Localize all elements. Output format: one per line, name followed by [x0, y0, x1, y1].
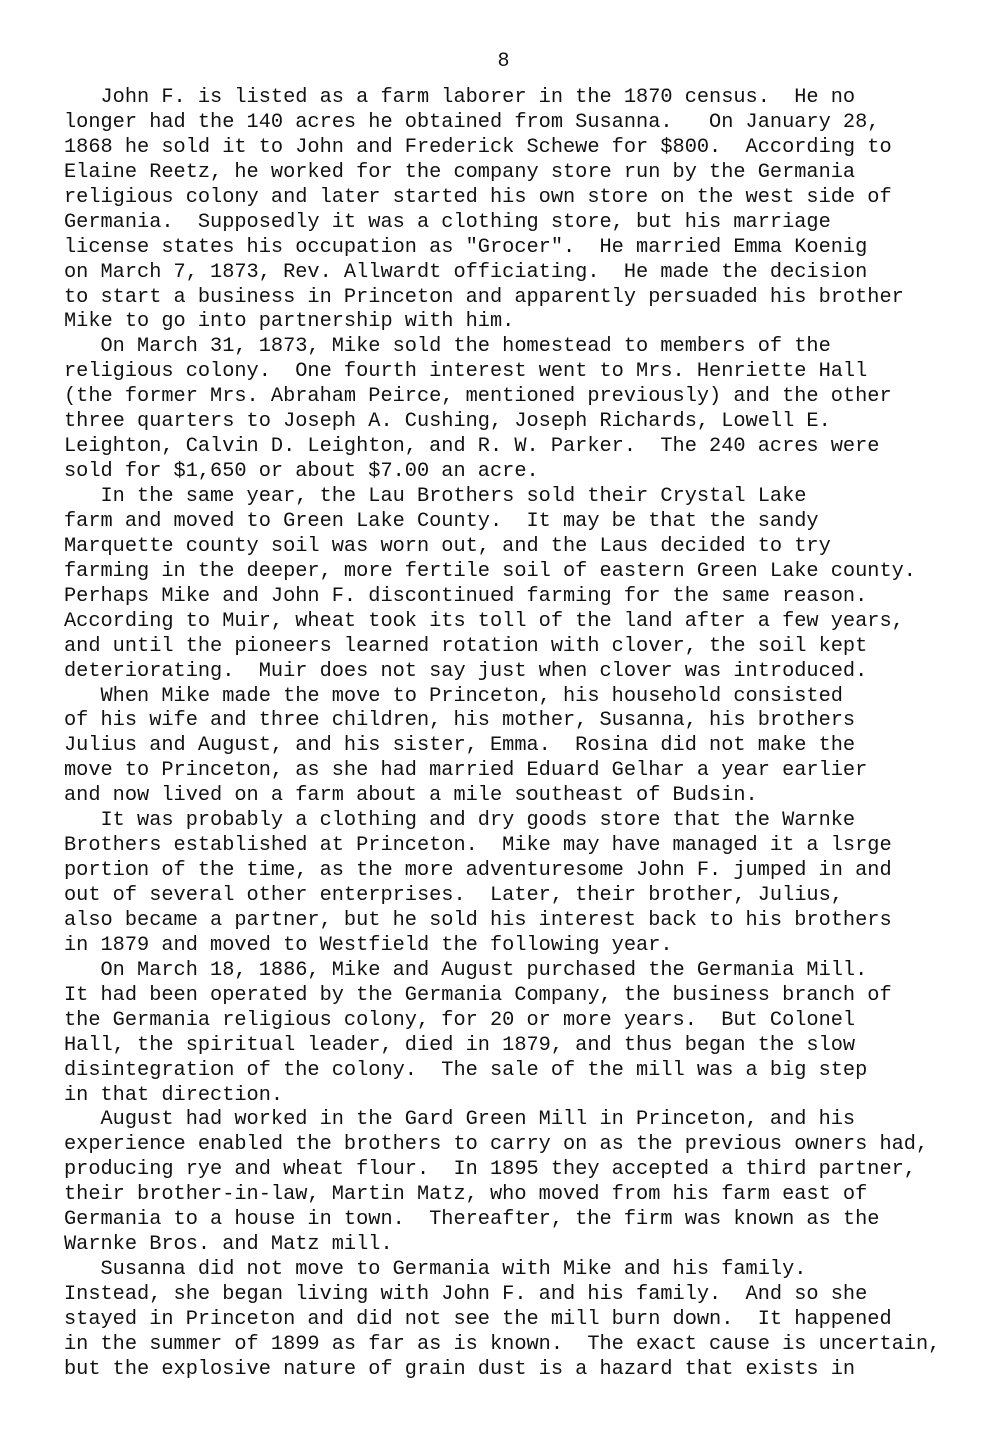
- text-line: Germania to a house in town. Thereafter, the firm was known as the: [64, 1208, 880, 1232]
- text-line: in 1879 and moved to Westfield the following year.: [64, 933, 673, 957]
- text-line: and until the pioneers learned rotation with clover, the soil kept: [64, 634, 868, 658]
- text-line: experience enabled the brothers to carry on as the previous owners had,: [64, 1133, 929, 1157]
- text-line: farming in the deeper, more fertile soil of eastern Green Lake county.: [64, 559, 916, 583]
- text-line: Julius and August, and his sister, Emma. Rosina did not make the: [64, 734, 856, 758]
- text-line: sold for $1,650 or about $7.00 an acre.: [64, 460, 539, 484]
- text-line: Perhaps Mike and John F. discontinued farming for the same reason.: [64, 584, 868, 608]
- text-line: Instead, she began living with John F. and his family. And so she: [64, 1283, 868, 1306]
- text-line: their brother-in-law, Martin Matz, who moved from his farm east of: [64, 1183, 868, 1207]
- text-line: Elaine Reetz, he worked for the company store run by the Germania: [64, 160, 856, 184]
- text-line: to start a business in Princeton and apparently persuaded his brother: [64, 285, 904, 309]
- text-line: On March 18, 1886, Mike and August purchased the Germania Mill.: [64, 958, 868, 982]
- text-line: Hall, the spiritual leader, died in 1879, and thus began the slow: [64, 1033, 856, 1057]
- text-line: deteriorating. Muir does not say just when clover was introduced.: [64, 659, 868, 683]
- text-line: in the summer of 1899 as far as is known. The exact cause is uncertain,: [64, 1332, 941, 1356]
- text-line: stayed in Princeton and did not see the mill burn down. It happened: [64, 1307, 892, 1331]
- text-line: longer had the 140 acres he obtained from Susanna. On January 28,: [64, 110, 880, 134]
- text-line: license states his occupation as "Grocer". He married Emma Koenig: [64, 235, 868, 259]
- text-line: three quarters to Joseph A. Cushing, Joseph Richards, Lowell E.: [64, 410, 831, 434]
- text-line: Mike to go into partnership with him.: [64, 310, 515, 334]
- text-line: but the explosive nature of grain dust is a hazard that exists in: [64, 1357, 856, 1381]
- text-line: producing rye and wheat flour. In 1895 they accepted a third partner,: [64, 1158, 916, 1182]
- page-number: 8: [497, 50, 510, 73]
- text-line: (the former Mrs. Abraham Peirce, mentioned previously) and the other: [64, 385, 892, 409]
- text-line: out of several other enterprises. Later, their brother, Julius,: [64, 884, 843, 907]
- text-line: August had worked in the Gard Green Mill in Princeton, and his: [64, 1108, 856, 1132]
- text-line: of his wife and three children, his mother, Susanna, his brothers: [64, 709, 856, 733]
- text-line: religious colony and later started his own store on the west side of: [64, 185, 892, 209]
- text-line: Marquette county soil was worn out, and the Laus decided to try: [64, 534, 831, 558]
- text-line: also became a partner, but he sold his interest back to his brothers: [64, 908, 892, 932]
- text-line: farm and moved to Green Lake County. It may be that the sandy: [64, 509, 819, 533]
- text-line: In the same year, the Lau Brothers sold their Crystal Lake: [64, 485, 807, 508]
- text-line: According to Muir, wheat took its toll of the land after a few years,: [64, 609, 904, 633]
- text-line: Leighton, Calvin D. Leighton, and R. W. Parker. The 240 acres were: [64, 435, 880, 459]
- text-line: John F. is listed as a farm laborer in the 1870 census. He no: [64, 86, 856, 109]
- text-line: When Mike made the move to Princeton, his household consisted: [64, 684, 843, 708]
- text-line: the Germania religious colony, for 20 or more years. But Colonel: [64, 1008, 856, 1032]
- body-text: [64, 86, 994, 1383]
- text-line: It was probably a clothing and dry goods store that the Warnke: [64, 809, 856, 833]
- text-line: Susanna did not move to Germania with Mike and his family.: [64, 1258, 807, 1282]
- text-line: disintegration of the colony. The sale of the mill was a big step: [64, 1058, 868, 1082]
- text-line: religious colony. One fourth interest went to Mrs. Henriette Hall: [64, 360, 868, 384]
- text-line: on March 7, 1873, Rev. Allwardt officiating. He made the decision: [64, 260, 868, 284]
- text-line: move to Princeton, as she had married Eduard Gelhar a year earlier: [64, 759, 868, 783]
- text-line: 1868 he sold it to John and Frederick Schewe for $800. According to: [64, 135, 892, 159]
- text-line: Brothers established at Princeton. Mike may have managed it a lsrge: [64, 834, 892, 858]
- text-line: and now lived on a farm about a mile southeast of Budsin.: [64, 784, 758, 808]
- text-line: On March 31, 1873, Mike sold the homestead to members of the: [64, 335, 831, 359]
- text-line: Warnke Bros. and Matz mill.: [64, 1233, 393, 1257]
- text-line: portion of the time, as the more adventuresome John F. jumped in and: [64, 859, 892, 883]
- text-line: Germania. Supposedly it was a clothing store, but his marriage: [64, 210, 831, 234]
- text-line: in that direction.: [64, 1083, 284, 1107]
- text-line: It had been operated by the Germania Company, the business branch of: [64, 983, 892, 1007]
